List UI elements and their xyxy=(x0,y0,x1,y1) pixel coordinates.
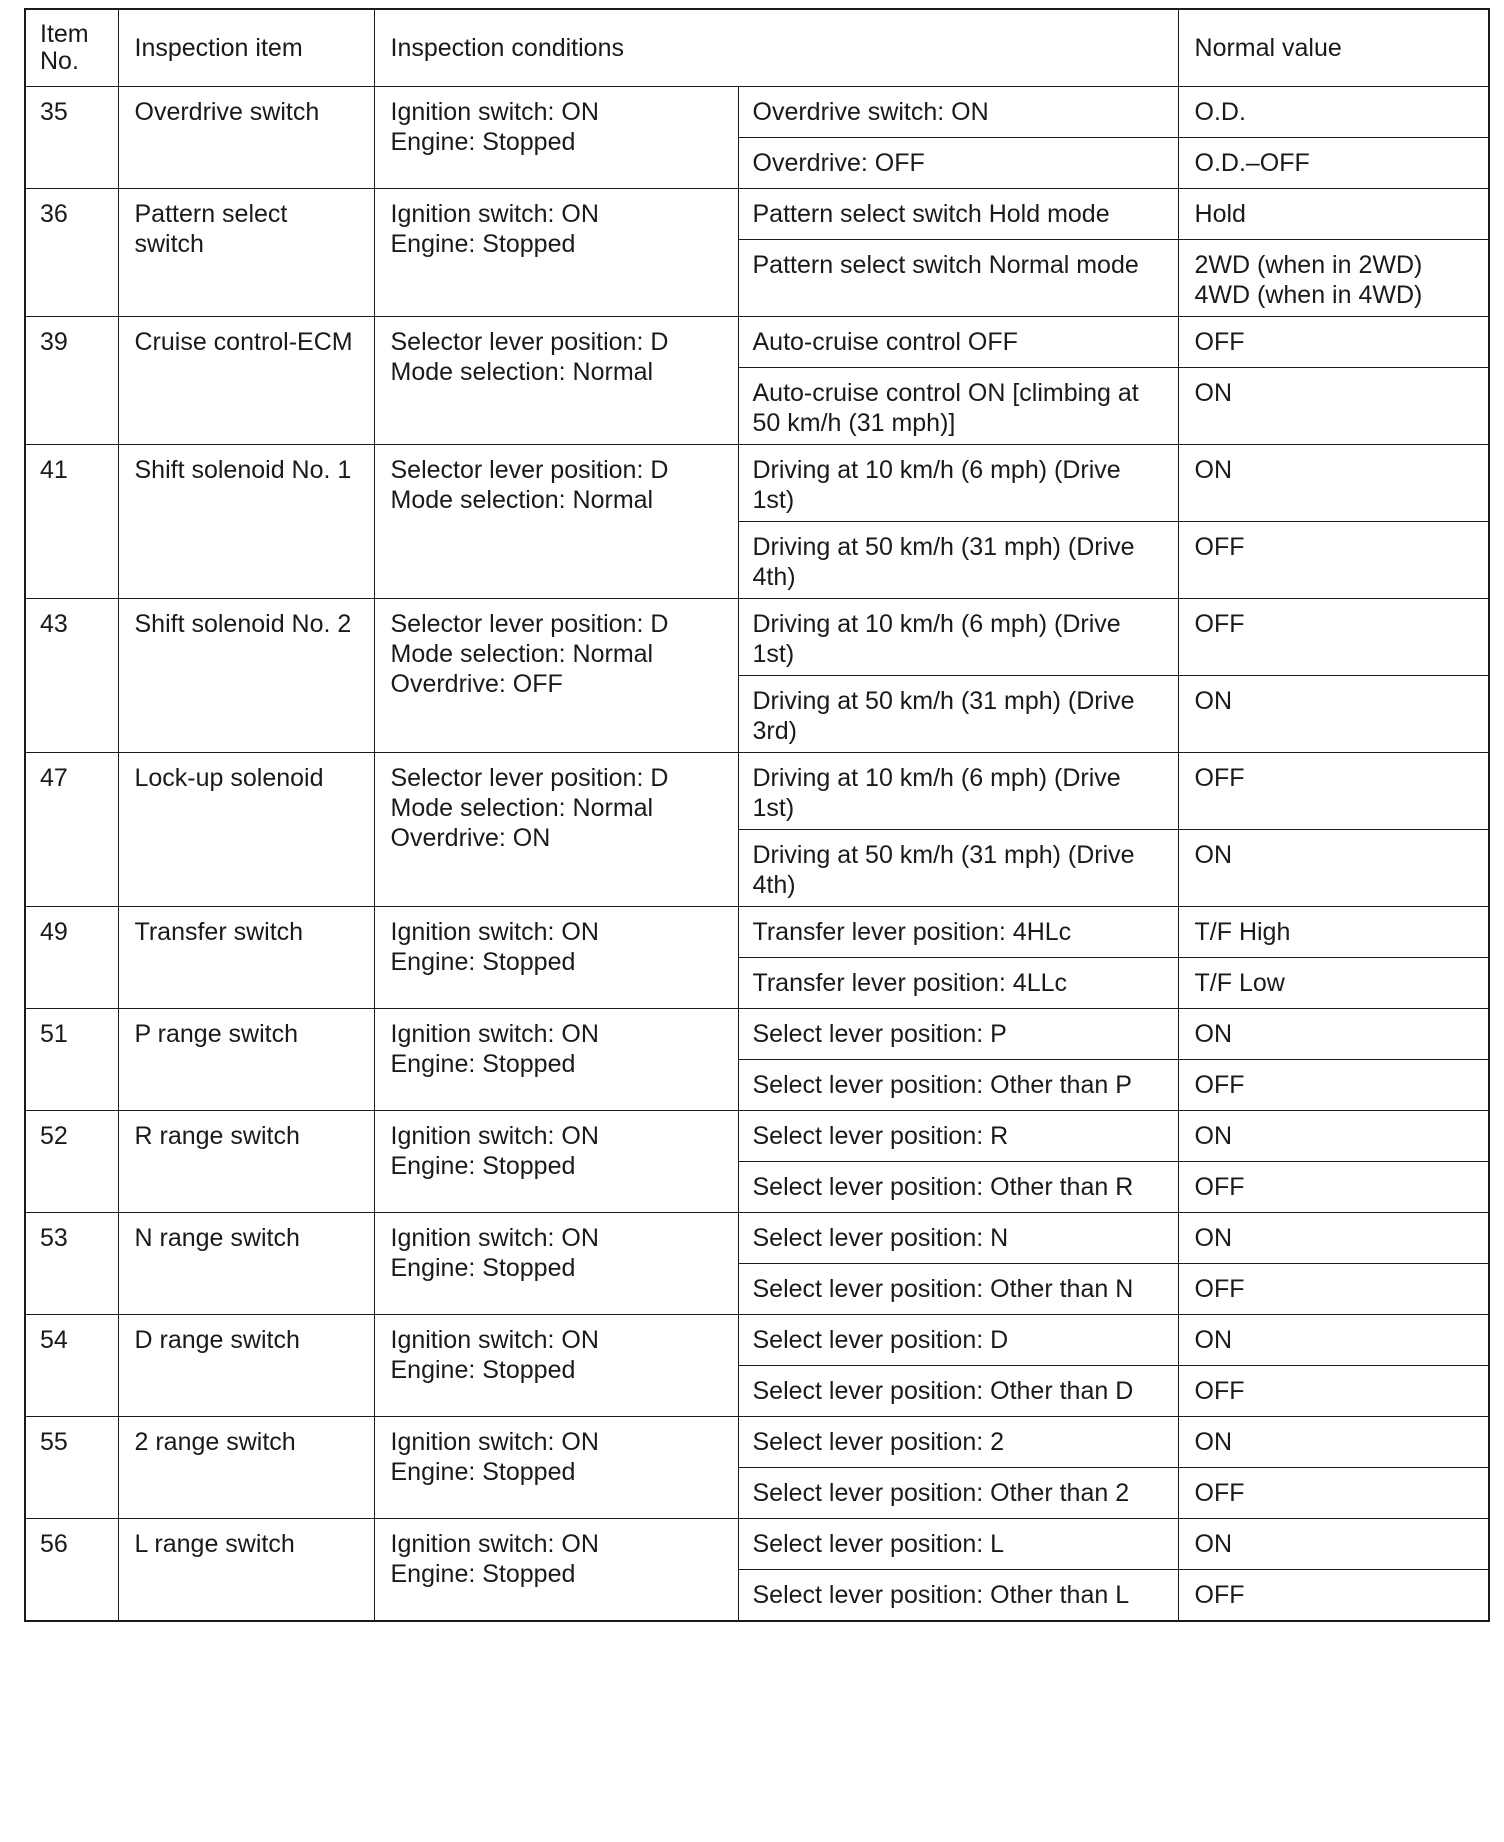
normal-value xyxy=(1178,240,1489,317)
inspection-conditions xyxy=(374,1519,738,1622)
normal-value: ON xyxy=(1178,830,1489,907)
header-inspection-conditions: Inspection conditions xyxy=(374,9,1178,87)
table-row xyxy=(25,1213,1489,1264)
normal-value-line: 4WD (when in 4WD) xyxy=(1194,281,1423,309)
condition-line: Engine: Stopped xyxy=(390,1254,576,1282)
sub-condition: Select lever position: N xyxy=(738,1213,1178,1264)
item-number: 35 xyxy=(25,87,118,189)
normal-value: OFF xyxy=(1178,753,1489,830)
sub-condition: Select lever position: P xyxy=(738,1009,1178,1060)
table-row xyxy=(25,1315,1489,1366)
item-number: 39 xyxy=(25,317,118,445)
sub-condition: Select lever position: Other than D xyxy=(738,1366,1178,1417)
condition-line: Engine: Stopped xyxy=(390,128,576,156)
condition-line: Mode selection: Normal xyxy=(390,794,654,822)
sub-condition: Pattern select switch Normal mode xyxy=(738,240,1178,317)
sub-condition: Select lever position: R xyxy=(738,1111,1178,1162)
condition-line: Ignition switch: ON xyxy=(390,200,599,228)
inspection-item: Lock-up solenoid xyxy=(118,753,374,907)
condition-line: Engine: Stopped xyxy=(390,1050,576,1078)
inspection-conditions xyxy=(374,1417,738,1519)
sub-condition: Driving at 10 km/h (6 mph) (Drive 1st) xyxy=(738,599,1178,676)
table-row xyxy=(25,445,1489,522)
sub-condition: Select lever position: L xyxy=(738,1519,1178,1570)
item-number: 55 xyxy=(25,1417,118,1519)
item-number: 41 xyxy=(25,445,118,599)
table-body xyxy=(25,87,1489,1622)
normal-value: OFF xyxy=(1178,522,1489,599)
condition-line: Selector lever position: D xyxy=(390,456,669,484)
sub-condition: Select lever position: Other than N xyxy=(738,1264,1178,1315)
condition-line: Engine: Stopped xyxy=(390,1356,576,1384)
condition-line: Ignition switch: ON xyxy=(390,1428,599,1456)
normal-value: OFF xyxy=(1178,1060,1489,1111)
normal-value: OFF xyxy=(1178,599,1489,676)
condition-line: Ignition switch: ON xyxy=(390,1224,599,1252)
inspection-item: R range switch xyxy=(118,1111,374,1213)
normal-value: ON xyxy=(1178,1519,1489,1570)
table-row xyxy=(25,189,1489,240)
header-normal-value: Normal value xyxy=(1178,9,1489,87)
table-row xyxy=(25,1111,1489,1162)
inspection-item: L range switch xyxy=(118,1519,374,1622)
normal-value: OFF xyxy=(1178,1570,1489,1622)
item-number: 36 xyxy=(25,189,118,317)
sub-condition: Transfer lever position: 4LLc xyxy=(738,958,1178,1009)
inspection-conditions xyxy=(374,907,738,1009)
item-number: 56 xyxy=(25,1519,118,1622)
normal-value: ON xyxy=(1178,1417,1489,1468)
table-row xyxy=(25,1417,1489,1468)
normal-value: T/F Low xyxy=(1178,958,1489,1009)
condition-line: Ignition switch: ON xyxy=(390,1020,599,1048)
item-number: 53 xyxy=(25,1213,118,1315)
inspection-item: 2 range switch xyxy=(118,1417,374,1519)
condition-line: Ignition switch: ON xyxy=(390,98,599,126)
normal-value: ON xyxy=(1178,676,1489,753)
normal-value: O.D.–OFF xyxy=(1178,138,1489,189)
inspection-conditions xyxy=(374,1315,738,1417)
inspection-item: D range switch xyxy=(118,1315,374,1417)
table-row xyxy=(25,907,1489,958)
normal-value: OFF xyxy=(1178,317,1489,368)
item-number: 52 xyxy=(25,1111,118,1213)
sub-condition: Overdrive: OFF xyxy=(738,138,1178,189)
normal-value: ON xyxy=(1178,1213,1489,1264)
condition-line: Selector lever position: D xyxy=(390,610,669,638)
inspection-conditions xyxy=(374,87,738,189)
condition-line: Overdrive: ON xyxy=(390,824,551,852)
sub-condition: Overdrive switch: ON xyxy=(738,87,1178,138)
inspection-item: P range switch xyxy=(118,1009,374,1111)
inspection-conditions xyxy=(374,1111,738,1213)
condition-line: Ignition switch: ON xyxy=(390,1326,599,1354)
sub-condition: Select lever position: 2 xyxy=(738,1417,1178,1468)
inspection-table-page xyxy=(24,8,1488,1622)
normal-value: T/F High xyxy=(1178,907,1489,958)
sub-condition: Pattern select switch Hold mode xyxy=(738,189,1178,240)
normal-value: OFF xyxy=(1178,1468,1489,1519)
inspection-conditions xyxy=(374,1213,738,1315)
condition-line: Engine: Stopped xyxy=(390,1560,576,1588)
item-number: 54 xyxy=(25,1315,118,1417)
inspection-item: N range switch xyxy=(118,1213,374,1315)
inspection-conditions xyxy=(374,599,738,753)
header-item-no-line2: No. xyxy=(40,47,79,75)
sub-condition: Driving at 50 km/h (31 mph) (Drive 4th) xyxy=(738,522,1178,599)
normal-value: Hold xyxy=(1178,189,1489,240)
sub-condition: Select lever position: Other than P xyxy=(738,1060,1178,1111)
table-row xyxy=(25,1519,1489,1570)
condition-line: Selector lever position: D xyxy=(390,764,669,792)
sub-condition: Auto-cruise control OFF xyxy=(738,317,1178,368)
condition-line: Engine: Stopped xyxy=(390,1152,576,1180)
table-row xyxy=(25,87,1489,138)
item-number: 43 xyxy=(25,599,118,753)
sub-condition: Driving at 50 km/h (31 mph) (Drive 3rd) xyxy=(738,676,1178,753)
sub-condition: Select lever position: Other than 2 xyxy=(738,1468,1178,1519)
condition-line: Mode selection: Normal xyxy=(390,358,654,386)
inspection-item: Shift solenoid No. 1 xyxy=(118,445,374,599)
sub-condition: Select lever position: D xyxy=(738,1315,1178,1366)
inspection-conditions xyxy=(374,753,738,907)
sub-condition: Driving at 10 km/h (6 mph) (Drive 1st) xyxy=(738,445,1178,522)
table-row xyxy=(25,599,1489,676)
header-item-no-line1: Item xyxy=(40,20,89,48)
table-row xyxy=(25,753,1489,830)
normal-value: ON xyxy=(1178,1111,1489,1162)
inspection-item: Shift solenoid No. 2 xyxy=(118,599,374,753)
condition-line: Engine: Stopped xyxy=(390,230,576,258)
normal-value: OFF xyxy=(1178,1162,1489,1213)
condition-line: Engine: Stopped xyxy=(390,1458,576,1486)
inspection-conditions xyxy=(374,1009,738,1111)
inspection-conditions xyxy=(374,445,738,599)
normal-value: OFF xyxy=(1178,1366,1489,1417)
sub-condition: Driving at 50 km/h (31 mph) (Drive 4th) xyxy=(738,830,1178,907)
condition-line: Engine: Stopped xyxy=(390,948,576,976)
inspection-item: Overdrive switch xyxy=(118,87,374,189)
condition-line: Ignition switch: ON xyxy=(390,1122,599,1150)
normal-value: ON xyxy=(1178,445,1489,522)
inspection-item: Cruise control-ECM xyxy=(118,317,374,445)
header-item-no xyxy=(25,9,118,87)
condition-line: Ignition switch: ON xyxy=(390,918,599,946)
table-row xyxy=(25,317,1489,368)
sub-condition: Select lever position: Other than L xyxy=(738,1570,1178,1622)
condition-line: Selector lever position: D xyxy=(390,328,669,356)
sub-condition: Auto-cruise control ON [climbing at 50 km/h (31 mph)] xyxy=(738,368,1178,445)
condition-line: Mode selection: Normal xyxy=(390,640,654,668)
inspection-conditions xyxy=(374,189,738,317)
item-number: 49 xyxy=(25,907,118,1009)
sub-condition: Driving at 10 km/h (6 mph) (Drive 1st) xyxy=(738,753,1178,830)
inspection-conditions xyxy=(374,317,738,445)
normal-value: ON xyxy=(1178,368,1489,445)
sub-condition: Transfer lever position: 4HLc xyxy=(738,907,1178,958)
normal-value: ON xyxy=(1178,1009,1489,1060)
inspection-item: Transfer switch xyxy=(118,907,374,1009)
inspection-table xyxy=(24,8,1490,1622)
inspection-item: Pattern select switch xyxy=(118,189,374,317)
normal-value: O.D. xyxy=(1178,87,1489,138)
condition-line: Mode selection: Normal xyxy=(390,486,654,514)
normal-value: OFF xyxy=(1178,1264,1489,1315)
header-inspection-item: Inspection item xyxy=(118,9,374,87)
normal-value-line: 2WD (when in 2WD) xyxy=(1194,251,1423,279)
sub-condition: Select lever position: Other than R xyxy=(738,1162,1178,1213)
table-row xyxy=(25,1009,1489,1060)
item-number: 51 xyxy=(25,1009,118,1111)
condition-line: Ignition switch: ON xyxy=(390,1530,599,1558)
item-number: 47 xyxy=(25,753,118,907)
header-row xyxy=(25,9,1489,87)
condition-line: Overdrive: OFF xyxy=(390,670,563,698)
normal-value: ON xyxy=(1178,1315,1489,1366)
